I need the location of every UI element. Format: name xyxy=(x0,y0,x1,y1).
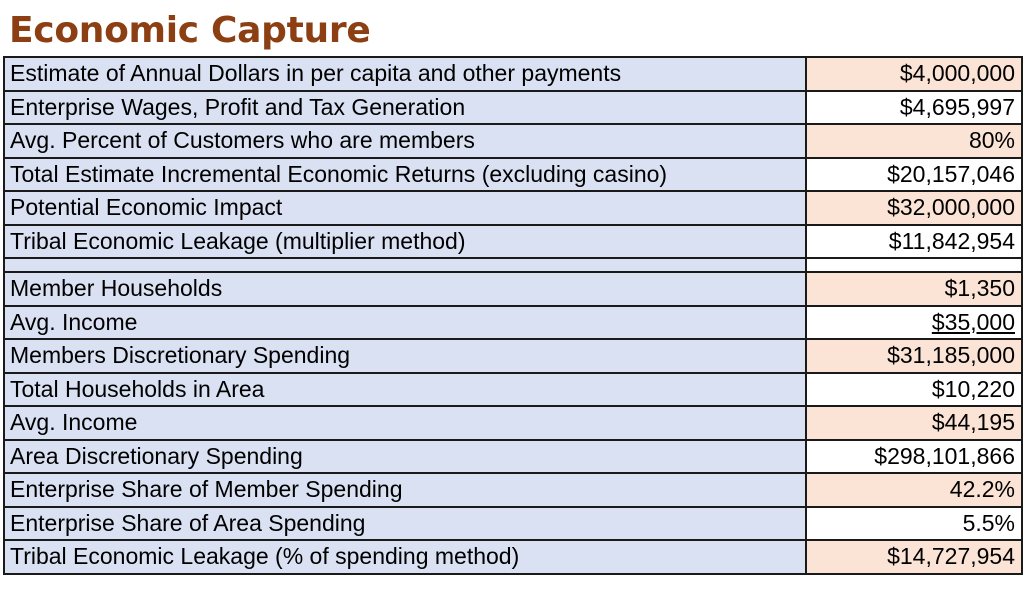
economic-capture-table xyxy=(3,56,1023,575)
row-label: Enterprise Share of Member Spending xyxy=(4,473,806,507)
table-row xyxy=(4,406,1022,440)
row-label: Avg. Percent of Customers who are members xyxy=(4,124,806,158)
row-value: $44,195 xyxy=(806,406,1022,440)
row-value: $31,185,000 xyxy=(806,339,1022,373)
table-row xyxy=(4,339,1022,373)
table-row xyxy=(4,158,1022,192)
row-value: 80% xyxy=(806,124,1022,158)
row-value: $10,220 xyxy=(806,373,1022,407)
row-label: Estimate of Annual Dollars in per capita and other payments xyxy=(4,57,806,91)
spacer-cell xyxy=(4,258,806,272)
table-row xyxy=(4,507,1022,541)
row-label: Avg. Income xyxy=(4,406,806,440)
row-value: $4,695,997 xyxy=(806,91,1022,125)
row-value: $32,000,000 xyxy=(806,191,1022,225)
row-value: $14,727,954 xyxy=(806,540,1022,574)
table-row xyxy=(4,272,1022,306)
row-label: Avg. Income xyxy=(4,306,806,340)
table-row xyxy=(4,57,1022,91)
page-title: Economic Capture xyxy=(9,10,371,51)
table-row xyxy=(4,191,1022,225)
table-row xyxy=(4,373,1022,407)
spacer-row xyxy=(4,258,1022,272)
row-label: Potential Economic Impact xyxy=(4,191,806,225)
table-row xyxy=(4,473,1022,507)
row-label: Member Households xyxy=(4,272,806,306)
row-value: $4,000,000 xyxy=(806,57,1022,91)
row-value xyxy=(806,306,1022,340)
row-label: Enterprise Share of Area Spending xyxy=(4,507,806,541)
row-value: 42.2% xyxy=(806,473,1022,507)
row-value: $298,101,866 xyxy=(806,440,1022,474)
row-value: 5.5% xyxy=(806,507,1022,541)
spacer-cell xyxy=(806,258,1022,272)
row-label: Tribal Economic Leakage (multiplier method) xyxy=(4,225,806,259)
row-value: $11,842,954 xyxy=(806,225,1022,259)
row-value: $1,350 xyxy=(806,272,1022,306)
table-row xyxy=(4,306,1022,340)
underlined-value: $35,000 xyxy=(931,308,1015,335)
table-row xyxy=(4,225,1022,259)
row-label: Total Households in Area xyxy=(4,373,806,407)
row-label: Total Estimate Incremental Economic Returns (excluding casino) xyxy=(4,158,806,192)
row-value: $20,157,046 xyxy=(806,158,1022,192)
table-row xyxy=(4,540,1022,574)
row-label: Enterprise Wages, Profit and Tax Generation xyxy=(4,91,806,125)
table-row xyxy=(4,91,1022,125)
table-row xyxy=(4,124,1022,158)
table-row xyxy=(4,440,1022,474)
row-label: Area Discretionary Spending xyxy=(4,440,806,474)
row-label: Tribal Economic Leakage (% of spending method) xyxy=(4,540,806,574)
row-label: Members Discretionary Spending xyxy=(4,339,806,373)
